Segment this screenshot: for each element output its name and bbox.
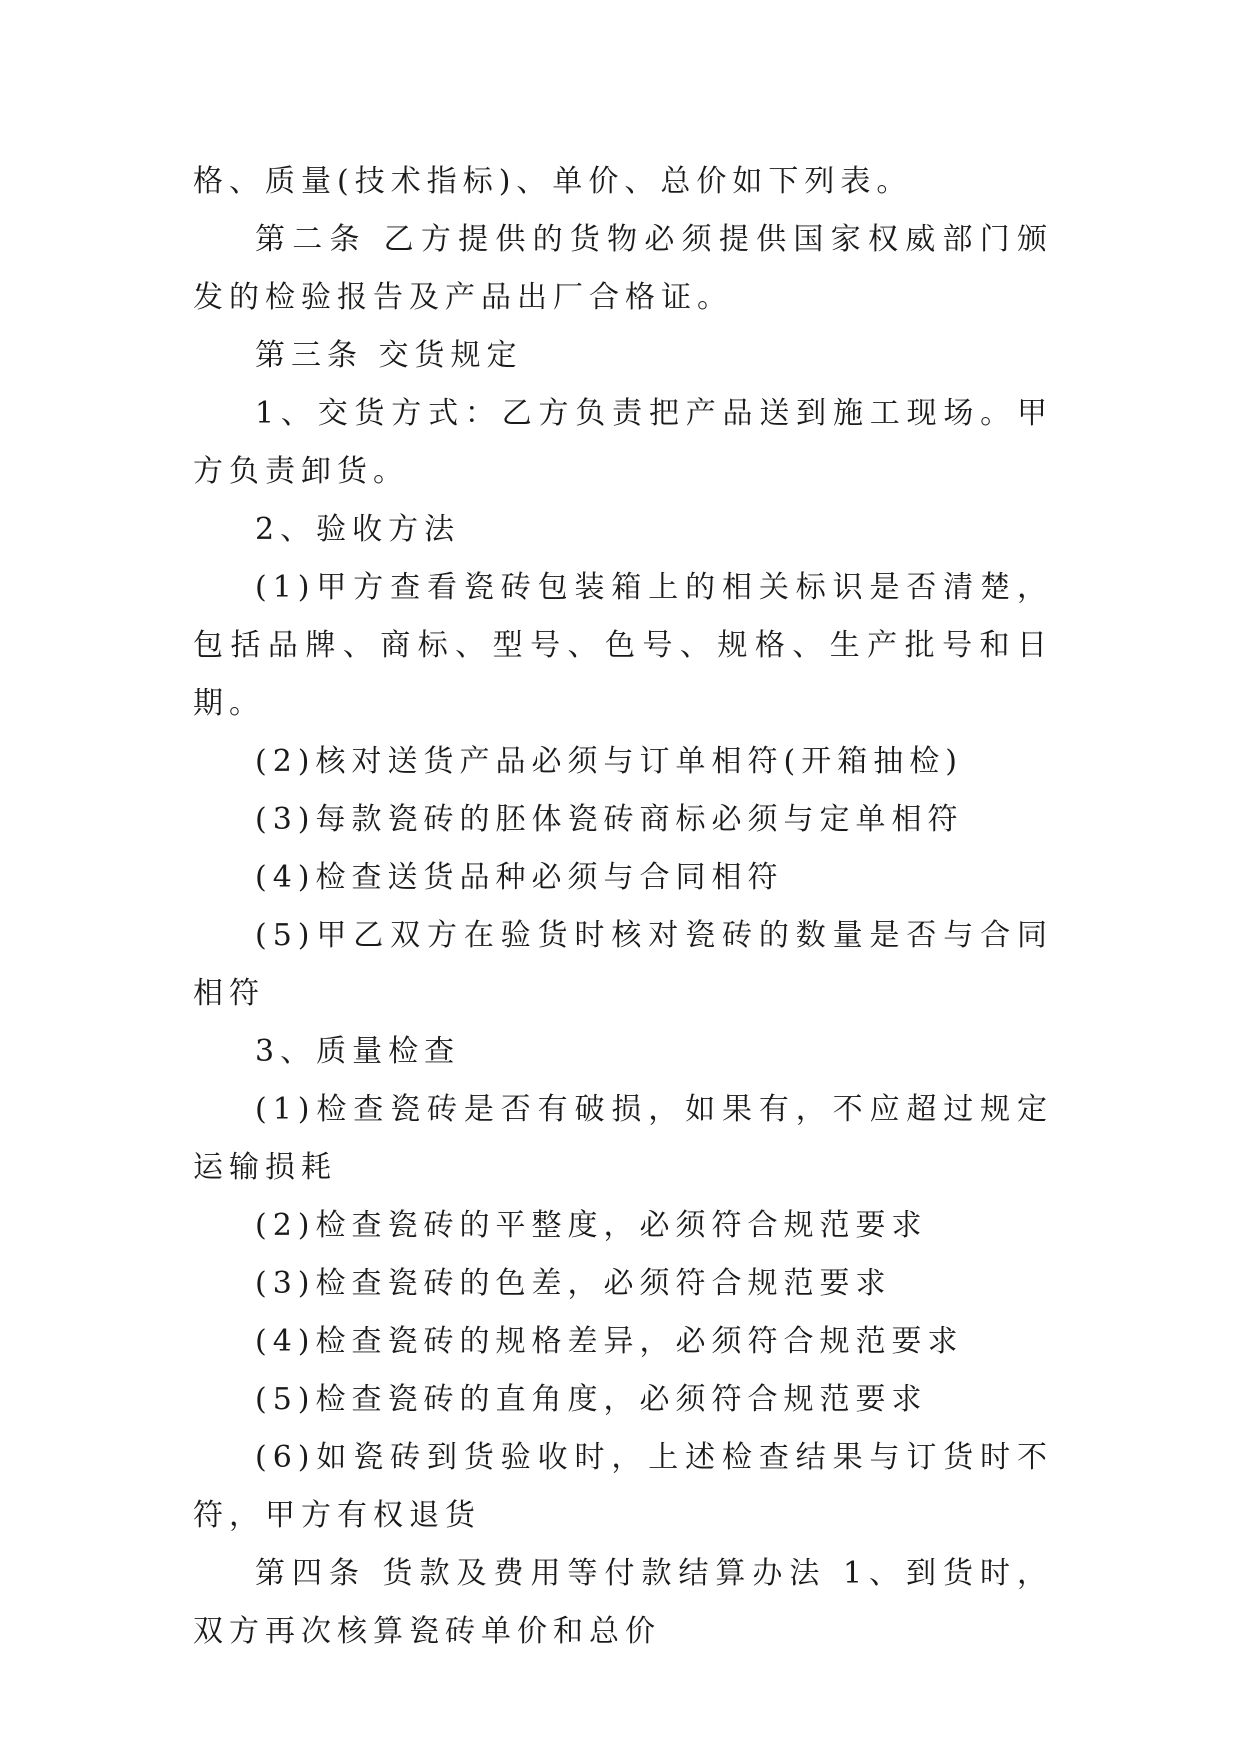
- paragraph-article-4: 第四条 货款及费用等付款结算办法 1、到货时，双方再次核算瓷砖单价和总价: [193, 1556, 1053, 1649]
- paragraph-quality-item-5: (5)检查瓷砖的直角度，必须符合规范要求: [255, 1382, 928, 1417]
- paragraph-acceptance-item-1: (1)甲方查看瓷砖包装箱上的相关标识是否清楚，包括品牌、商标、型号、色号、规格、生产批号和日期。: [193, 570, 1053, 721]
- paragraph-article-3-heading: 第三条 交货规定: [255, 338, 523, 373]
- paragraph-quality-item-1: (1)检查瓷砖是否有破损，如果有，不应超过规定运输损耗: [193, 1092, 1053, 1185]
- paragraph-quality-item-4: (4)检查瓷砖的规格差异，必须符合规范要求: [255, 1324, 964, 1359]
- paragraph-quality-item-2: (2)检查瓷砖的平整度，必须符合规范要求: [255, 1208, 928, 1243]
- document-body: [193, 153, 1053, 1661]
- paragraph-spec-continuation: 格、质量(技术指标)、单价、总价如下列表。: [193, 164, 913, 199]
- paragraph-acceptance-item-2: (2)核对送货产品必须与订单相符(开箱抽检): [255, 744, 963, 779]
- paragraph-article-2: 第二条 乙方提供的货物必须提供国家权威部门颁发的检验报告及产品出厂合格证。: [193, 222, 1053, 315]
- paragraph-quality-item-3: (3)检查瓷砖的色差，必须符合规范要求: [255, 1266, 892, 1301]
- paragraph-acceptance-item-3: (3)每款瓷砖的胚体瓷砖商标必须与定单相符: [255, 802, 964, 837]
- paragraph-quality-item-6: (6)如瓷砖到货验收时，上述检查结果与订货时不符，甲方有权退货: [193, 1440, 1053, 1533]
- paragraph-acceptance-heading: 2、验收方法: [255, 512, 461, 547]
- paragraph-quality-heading: 3、质量检查: [255, 1034, 461, 1069]
- paragraph-acceptance-item-4: (4)检查送货品种必须与合同相符: [255, 860, 784, 895]
- paragraph-delivery-method: 1、交货方式：乙方负责把产品送到施工现场。甲方负责卸货。: [193, 396, 1053, 489]
- paragraph-acceptance-item-5: (5)甲乙双方在验货时核对瓷砖的数量是否与合同相符: [193, 918, 1053, 1011]
